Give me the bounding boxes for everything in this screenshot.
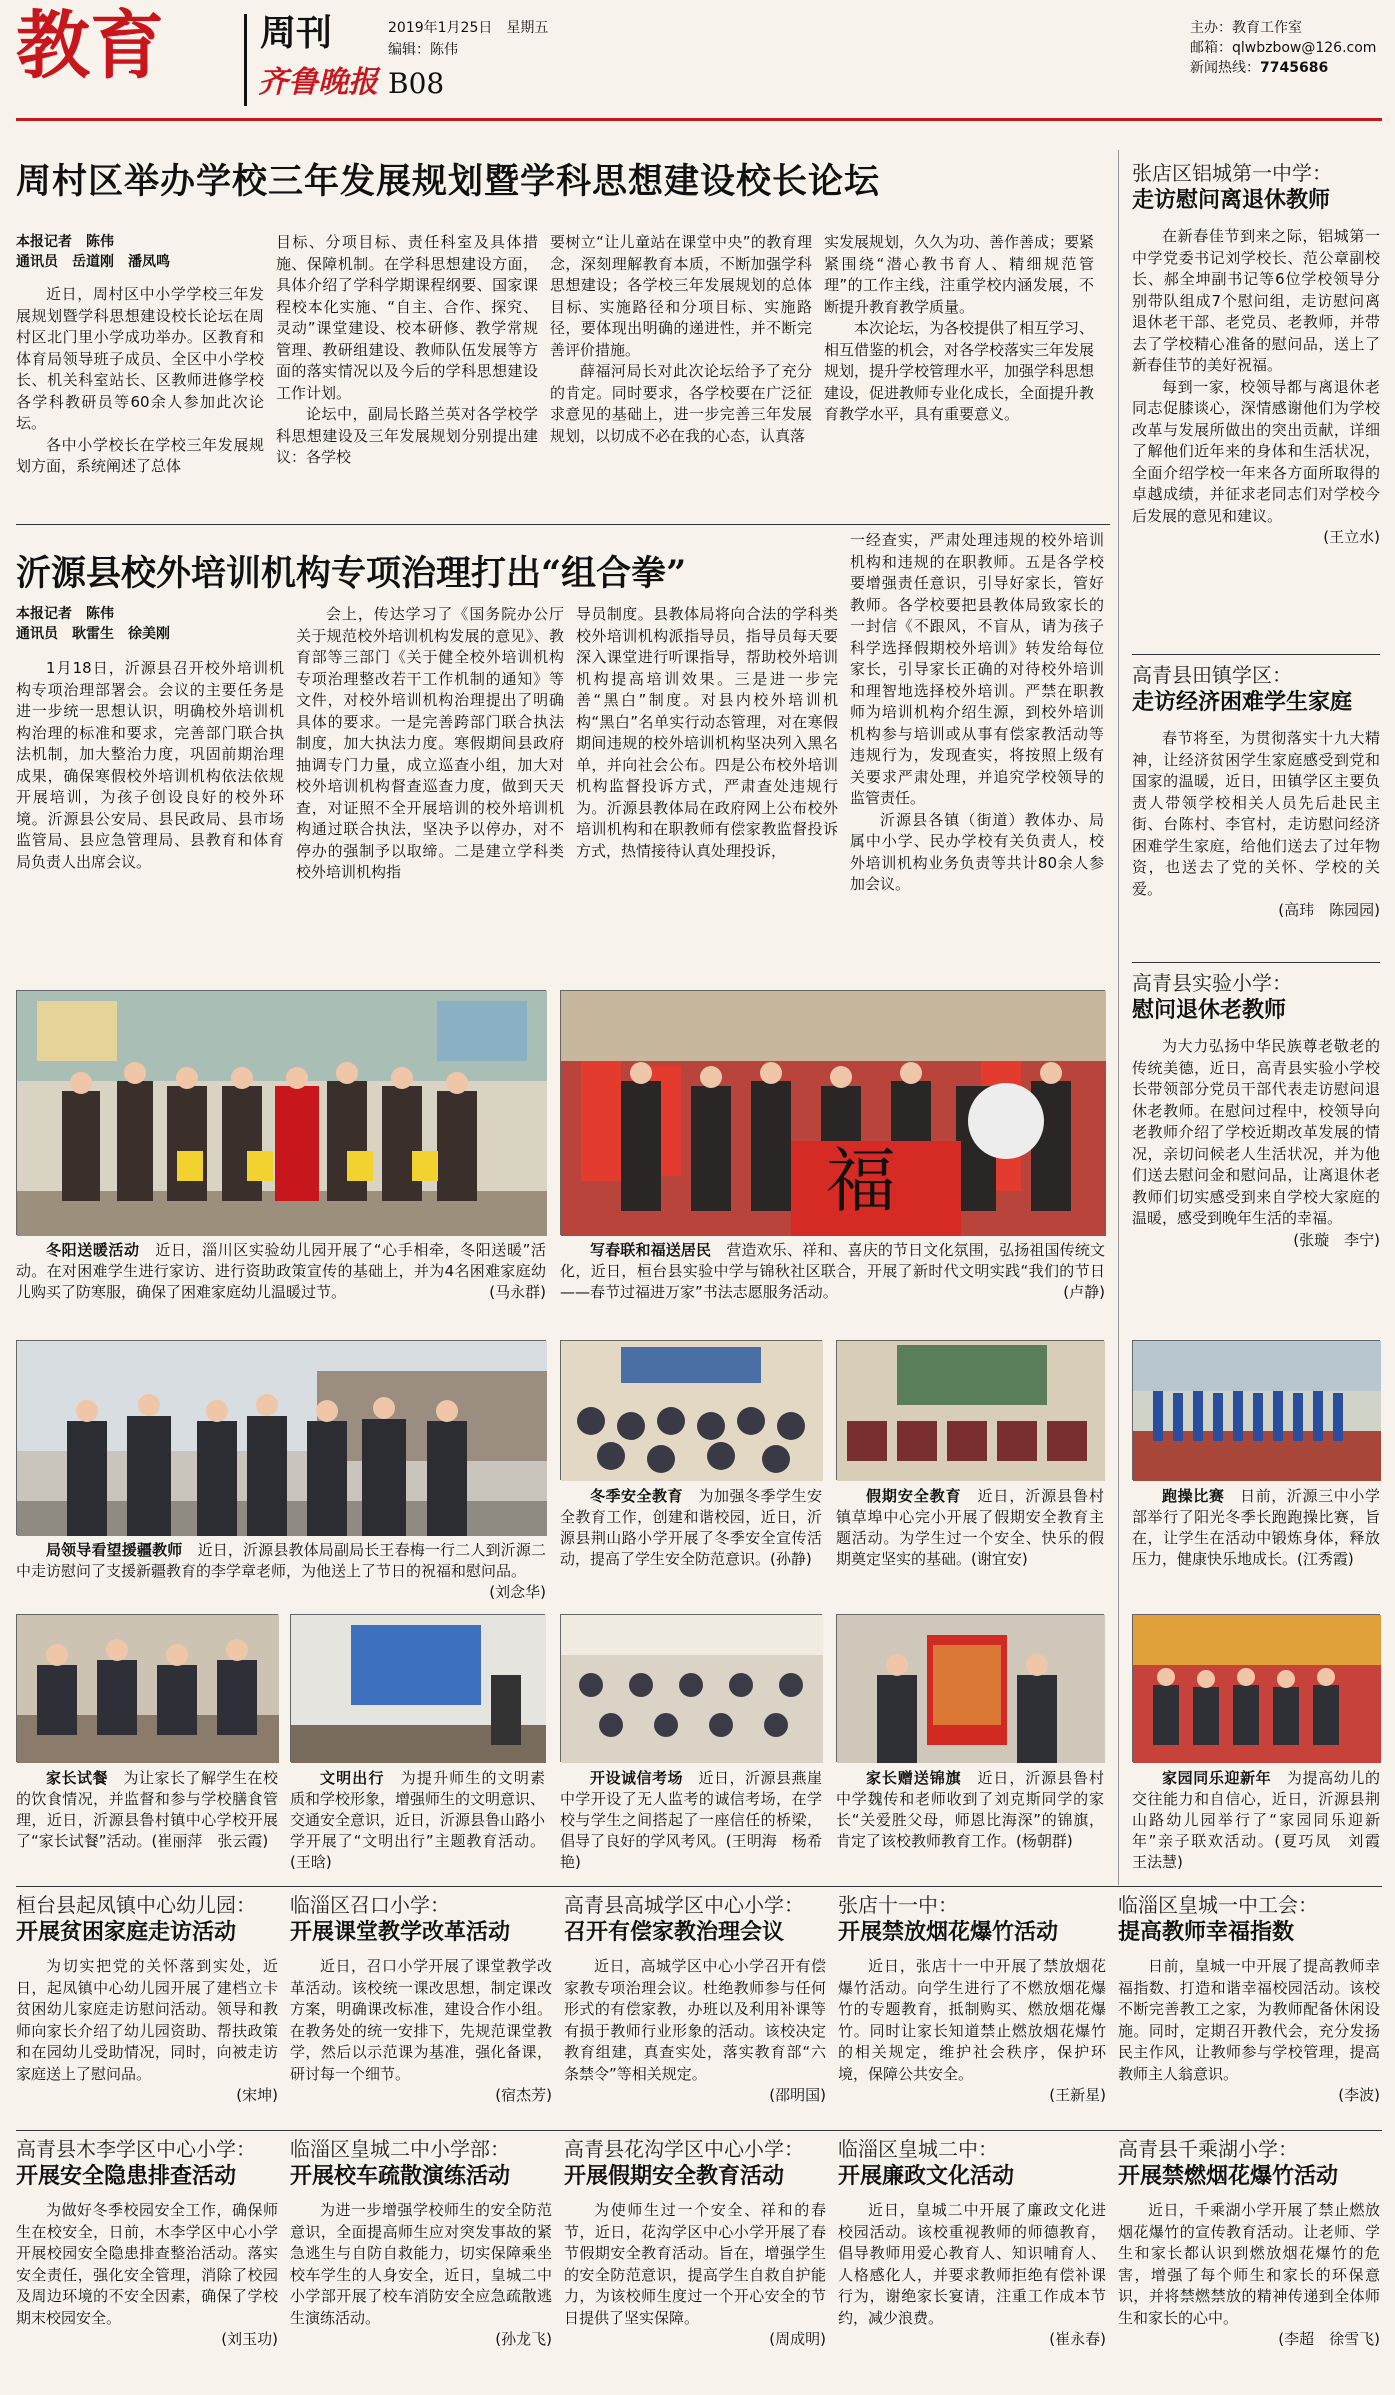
photo-spring-couplets: [560, 990, 1105, 1235]
caption-new-year-party: 家园同乐迎新年 为提高幼儿的交往能力和自信心，近日，沂源县荆山路幼儿园举行了“家园同乐迎新年”亲子联欢活动。(夏巧凤 刘霞 王法慧): [1132, 1769, 1395, 1871]
caption-xinjiang-teacher: 局领导看望援疆教师 近日，沂源县教体局副局长王春梅一行二人到沂源二中走访慰问了支援新疆教育的李学章老师，为他送上了节日的祝福和慰问品。 (刘念华): [16, 1541, 546, 1601]
photo-parent-meal: [16, 1614, 278, 1762]
article1-col3: 要树立“让儿童站在课堂中央”的教育理念，深刻理解教育本质，不断加强学科思想建设；各学校三年发展规划的总体目标、实施路径和分项目标、实施路径，要体现出明确的递进性，并不断完善评价措施。 薛福河局长对此次论坛给予了充分的肯定。同时要求，各学校要在广泛征求意见的基础上，进一步完善三年发展规划，以切成不必在我的心态，认真落: [550, 233, 812, 445]
brief-4: 张店十一中： 开展禁放烟花爆竹活动 近日，张店十一中开展了禁放烟花爆竹活动。向学生进行了不燃放烟花爆竹的专题教育，抵制购买、燃放烟花爆竹。同时让家长知道禁止燃放烟花爆竹的相关规定，维护社会秩序，保护环境，保障公共安全。 (王新星): [838, 1893, 1106, 2104]
editor: 编辑：陈伟: [388, 42, 458, 58]
section-title: 教育: [16, 3, 164, 89]
article1-headline: 周村区举办学校三年发展规划暨学科思想建设校长论坛: [16, 161, 881, 202]
weekly-label: 周刊: [260, 13, 333, 54]
right-column-rule: [1118, 150, 1119, 1885]
photo-new-year-party: [1132, 1614, 1380, 1762]
article1-col2: 目标、分项目标、责任科室及具体措施、保障机制。在学科思想建设方面，具体介绍了学科学期课程纲要、国家课程校本化实施、“自主、合作、探究、灵动”课堂建设、校本研修、教学常规管理、教研组建设、教师队伍发展等方面的落实情况以及今后的学科思想建设工作计划。 论坛中，副局长路兰英对各学校学科思想建设及三年发展规划分别提出建议：各学校: [276, 233, 538, 466]
caption-spring-couplets: 写春联和福送居民 营造欢乐、祥和、喜庆的节日文化氛围，弘扬祖国传统文化，近日，桓台县实验中学与锦秋社区联合，开展了新时代文明实践“我们的节日——春节过福进万家”书法志愿服务活动。 (卢静): [560, 1241, 1105, 1301]
brief-7: 临淄区皇城二中小学部： 开展校车疏散演练活动 为进一步增强学校师生的安全防范意识，全面提高师生应对突发事故的紧急逃生与自防自救能力，切实保障乘坐校车学生的人身安全，近日，皇城二中小学部开展了校车消防安全应急疏散逃生演练活动。 (孙龙飞): [290, 2137, 552, 2348]
caption-winter-warmth: 冬阳送暖活动 近日，淄川区实验幼儿园开展了“心手相牵，冬阳送暖”活动。在对困难学生进行家访、进行资助政策宣传的基础上，并为4名困难家庭幼儿购买了防寒服，确保了困难家庭幼儿温暖过节。 (马永群): [16, 1241, 546, 1301]
article2-col4: 一经查实，严肃处理违规的校外培训机构和违规的在职教师。五是各学校要增强责任意识，引导好家长，管好教师。各学校要把县教体局致家长的一封信《不跟风，不盲从，请为孩子科学选择假期校外培训》转发给每位家长，引导家长正确的对待校外培训和理智地选择校外培训。严禁在职教师为培训机构介绍生源，到校外培训机构参与培训或从事有偿家教活动等违规行为，发现查实，将按照上级有关要求严肃处理，并追究学校领导的监管责任。 沂源县各镇（街道）教体办、局属中小学、民办学校有关负责人，校外培训机构业务负责等共计80余人参加会议。: [850, 531, 1104, 893]
caption-running: 跑操比赛 日前，沂源三中小学部举行了阳光冬季长跑跑操比赛，旨在，让学生在活动中锻炼身体，释放压力，健康快乐地成长。(江秀霞): [1132, 1487, 1380, 1568]
photo-pennant: [836, 1614, 1104, 1762]
caption-parent-meal: 家长试餐 为让家长了解学生在校的饮食情况，并监督和参与学校膳食管理，近日，沂源县鲁村镇中心学校开展了“家长试餐”活动。(崔丽萍 张云霞): [16, 1769, 278, 1850]
fu-character: 福: [826, 1140, 896, 1222]
masthead-contact: 主办：教育工作室 邮箱：qlwbzbow@126.com 新闻热线：7745686: [1190, 20, 1377, 76]
masthead-rule: [16, 118, 1382, 121]
paper-logo: 齐鲁晚报: [258, 65, 378, 100]
photo-honesty-exam: [560, 1614, 822, 1762]
caption-civilized-travel: 文明出行 为提升师生的文明素质和学校形象，增强师生的文明意识、交通安全意识，近日，沂源县鲁山路小学开展了“文明出行”主题教育活动。(王晗): [290, 1769, 546, 1871]
masthead-divider: [244, 14, 247, 106]
caption-winter-safety: 冬季安全教育 为加强冬季学生安全教育工作，创建和谐校园，近日，沂源县荆山路小学开展了冬季安全宣传活动，提高了学生安全防范意识。(孙静): [560, 1487, 822, 1568]
brief-3: 高青县高城学区中心小学： 召开有偿家教治理会议 近日，高城学区中心小学召开有偿家教专项治理会议。杜绝教师参与任何形式的有偿家教，办班以及利用补课等有损于教师行业形象的活动。该校决定教育组建，真查实处，落实教育部“六条禁令”等相关规定。 (邵明国): [564, 1893, 826, 2104]
photo-xinjiang-teacher: [16, 1340, 546, 1535]
brief-10: 高青县千乘湖小学： 开展禁燃烟花爆竹活动 近日，千乘湖小学开展了禁止燃放烟花爆竹的宣传教育活动。让老师、学生和家长都认识到燃放烟花爆竹的危害，增强了每个师生和家长的环保意识，并将禁燃禁放的精神传递到全体师生和家长的心中。 (李超 徐雪飞): [1118, 2137, 1380, 2348]
brief-9: 临淄区皇城二中： 开展廉政文化活动 近日，皇城二中开展了廉政文化进校园活动。该校重视教师的师德教育，倡导教师用爱心教育人、知识哺育人、人格感化人，并要求教师拒绝有偿补课行为，谢绝家长宴请，注重工作成本节约，减少浪费。 (崔永春): [838, 2137, 1106, 2348]
brief-5: 临淄区皇城一中工会： 提高教师幸福指数 日前，皇城一中开展了提高教师幸福指数、打造和谐幸福校园活动。该校不断完善教工之家，为教师配备休闲设施。同时，定期召开教代会，充分发扬民主作风，让教师参与学校管理，提高教师主人翁意识。 (李波): [1118, 1893, 1380, 2104]
side-story-2: 高青县田镇学区： 走访经济困难学生家庭 春节将至，为贯彻落实十九大精神，让经济贫困学生家庭感受到党和国家的温暖，近日，田镇学区主要负责人带领学校相关人员先后赴民主街、台陈村、李官村，走访慰问经济困难学生家庭，给他们送去了过年物资，也送去了党的关怀、学校的关爱。 (高玮 陈园园): [1132, 663, 1380, 919]
caption-holiday-safety: 假期安全教育 近日，沂源县鲁村镇草埠中心完小开展了假期安全教育主题活动。为学生过一个安全、快乐的假期奠定坚实的基础。(谢宜安): [836, 1487, 1104, 1568]
side-story-1: 张店区铝城第一中学： 走访慰问离退休教师 在新春佳节到来之际，铝城第一中学党委书记刘学校长、范公章副校长、郝全坤副书记等6位学校领导分别带队组成7个慰问组，走访慰问离退休老干部、老党员、老教师，并带去了学校精心准备的慰问品，送上了新春佳节的美好祝福。 每到一家，校领导都与离退休老同志促膝谈心，深情感谢他们为学校改革与发展所做出的突出贡献，详细了解他们近年来的身体和生活状况，全面介绍学校一年来各方面所取得的卓越成绩，并征求老同志们对学校今后发展的意见和建议。 (王立水): [1132, 161, 1380, 546]
rule-side-2: [1132, 962, 1380, 963]
photo-winter-warmth: [16, 990, 546, 1235]
page-number: B08: [388, 67, 445, 100]
article1-col1: 本报记者 陈伟 通讯员 岳道刚 潘凤鸣 近日，周村区中小学学校三年发展规划暨学科思想建设校长论坛在周村区北门里小学成功举办。区教育和体育局领导班子成员、全区中小学校长、机关科室站长、区教师进修学校各学科教研员等60余人参加此次论坛。 各中小学校长在学校三年发展规划方面，系统阐述了总体: [16, 234, 264, 475]
brief-8: 高青县花沟学区中心小学： 开展假期安全教育活动 为使师生过一个安全、祥和的春节，近日，花沟学区中心小学开展了春节假期安全教育活动。旨在，增强学生的安全防范意识，提高学生自救自护能力，为该校师生度过一个开心安全的节日提供了坚实保障。 (周成明): [564, 2137, 826, 2348]
brief-6: 高青县木李学区中心小学： 开展安全隐患排查活动 为做好冬季校园安全工作，确保师生在校安全，日前，木李学区中心小学开展校园安全隐患排查整治活动。落实安全责任，强化安全管理，消除了校园及周边环境的不安全因素，确保了学校期末校园安全。 (刘玉功): [16, 2137, 278, 2348]
brief-2: 临淄区召口小学： 开展课堂教学改革活动 近日，召口小学开展了课堂教学改革活动。该校统一课改思想，制定课改方案，明确课改标准，建设合作小组。在教务处的统一安排下，先规范课堂教学，然后以示范课为基准，强化备课，研讨每一个细节。 (宿杰芳): [290, 1893, 552, 2104]
photo-winter-safety: [560, 1340, 822, 1480]
article2-col1: 本报记者 陈伟 通讯员 耿雷生 徐美刚 1月18日，沂源县召开校外培训机构专项治理部署会。会议的主要任务是进一步统一思想认识，明确校外培训机构治理的标准和要求，完善部门联合执法机制，加大整治力度，巩固前期治理成果，确保寒假校外培训机构依法依规开展培训，为孩子创设良好的校外环境。沂源县公安局、县民政局、县市场监管局、县应急管理局、县教育和体育局负责人出席会议。: [16, 606, 284, 871]
rule-side-1: [1132, 654, 1380, 655]
photo-holiday-safety: [836, 1340, 1104, 1480]
caption-honesty-exam: 开设诚信考场 近日，沂源县燕崖中学开设了无人监考的诚信考场，在学校与学生之间搭起了一座信任的桥梁，倡导了良好的学风考风。(王明海 杨希艳): [560, 1769, 822, 1871]
caption-pennant: 家长赠送锦旗 近日，沂源县鲁村中学魏传和老师收到了刘克斯同学的家长“关爱胜父母，师恩比海深”的锦旗，肯定了该校教师教育工作。(杨朝群): [836, 1769, 1104, 1850]
side-story-3: 高青县实验小学： 慰问退休老教师 为大力弘扬中华民族尊老敬老的传统美德，近日，高青县实验小学校长带领部分党员干部代表走访慰问退休老教师。在慰问过程中，校领导向老教师介绍了学校近期改革发展的情况，亲切问候老人生活状况，并为他们送去慰问金和慰问品，让离退休老教师们切实感受到来自学校大家庭的温暖，感受到晚年生活的幸福。 (张璇 李宁): [1132, 971, 1380, 1249]
issue-date: 2019年1月25日 星期五: [388, 20, 549, 36]
article2-headline: 沂源县校外培训机构专项治理打出“组合拳”: [16, 553, 687, 594]
article2-col2: 会上，传达学习了《国务院办公厅关于规范校外培训机构发展的意见》、教育部等三部门《关于健全校外培训机构专项治理整改若干工作机制的通知》等文件，对校外培训机构治理提出了明确具体的要求。一是完善跨部门联合执法制度，加大执法力度。寒假期间县政府抽调专门力量，成立巡查小组，加大对校外培训机构督查巡查力度，做到天天查，对证照不全开展培训的校外培训机构通过联合执法，坚决予以停办，对不停办的强制予以取缔。二是建立学科类校外培训机构指: [296, 605, 564, 881]
rule-bottom-2: [16, 2130, 1382, 2131]
rule-bottom: [16, 1886, 1382, 1887]
photo-civilized-travel: [290, 1614, 545, 1762]
photo-running: [1132, 1340, 1380, 1480]
article1-col4: 实发展规划，久久为功、善作善成；要紧紧围绕“潜心教书育人、精细规范管理”的工作主线，注重学校内涵发展，不断提升教育教学质量。 本次论坛，为各校提供了相互学习、相互借鉴的机会，对各学校落实三年发展规划，提升学校管理水平，加强学科思想建设，促进教师专业化成长，全面提升教育教学水平，具有重要意义。: [824, 233, 1095, 423]
rule-a1: [16, 524, 1110, 525]
article2-col3: 导员制度。县教体局将向合法的学科类校外培训机构派指导员，指导员每天要深入课堂进行听课指导，帮助校外培训机构提高培训效果。三是进一步完善“黑白”制度。对县内校外培训机构“黑白”名单实行动态管理，对在寒假期间违规的校外培训机构坚决列入黑名单，并向社会公布。四是公布校外培训机构监督投诉方式，严肃查处违规行为。沂源县教体局在政府网上公布校外培训机构和在职教师有偿家教监督投诉方式，热情接待认真处理投诉，: [576, 605, 838, 860]
brief-1: 桓台县起凤镇中心幼儿园： 开展贫困家庭走访活动 为切实把党的关怀落到实处，近日，起凤镇中心幼儿园开展了建档立卡贫困幼儿家庭走访慰问活动。领导和教师向家长介绍了幼儿园资助、帮扶政策和在园幼儿受助情况，同时，向被走访家庭送上了慰问品。 (宋坤): [16, 1893, 278, 2104]
